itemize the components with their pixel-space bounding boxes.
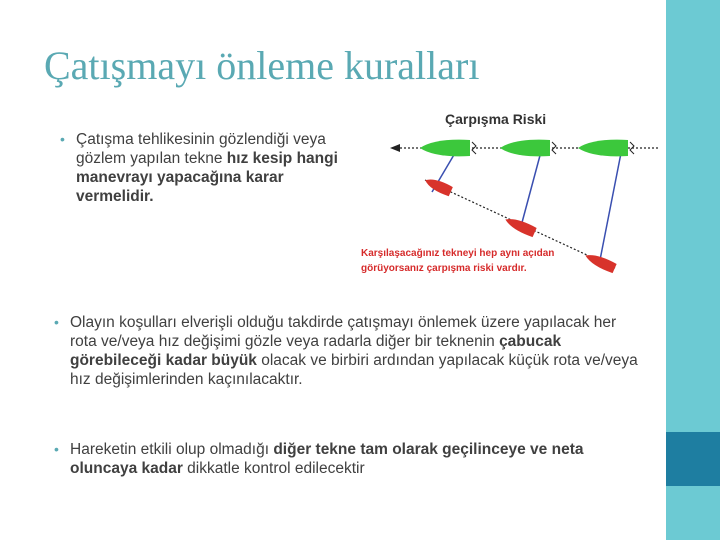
slide-title: Çatışmayı önleme kuralları [44,43,480,88]
diagram-caption-line2: görüyorsanız çarpışma riski vardır. [361,263,527,274]
red-boat-1 [423,175,453,196]
bullet-1-text: Çatışma tehlikesinin gözlendiği veya gözlem yapılan tekne [76,131,326,167]
bullet-1 [60,130,346,206]
green-track-arrowhead [390,144,400,152]
bullet-2 [54,313,640,389]
bullet-1-bold: hız kesip hangi manevrayı yapacağına karar vermelidir. [76,150,338,205]
red-boat-2 [503,215,537,238]
bullet-dot-icon: • [54,314,59,330]
sight-line-2 [520,148,542,230]
bullet-3-bold: diğer tekne tam olarak geçilinceye ve neta oluncaya kadar [70,441,584,477]
bullet-3-text: Hareketin etkili olup olmadığı [70,441,274,458]
bullet-2-text: Olayın koşulları elverişli olduğu takdirde çatışmayı önlemek üzere yapılacak her rota ve/veya hız değişimi gözle veya radarla diğer bir teknenin [70,314,617,350]
bullet-3 [54,440,650,478]
diagram-caption [361,246,591,276]
diagram-caption-line1: Karşılaşacağınız tekneyi hep aynı açıdan [361,248,555,259]
bullet-2-text-end: olacak ve birbiri ardından yapılacak küçük rota ve/veya hız değişimlerinden kaçınılacaktır. [70,352,638,388]
bullet-dot-icon: • [54,441,59,457]
green-boat-2 [500,140,556,157]
green-boat-1 [420,140,476,157]
bullet-3-text-end: dikkatle kontrol edilecektir [182,460,365,477]
green-boat-3 [578,140,634,157]
bullet-dot-icon: • [60,131,65,147]
sight-line-3 [600,148,622,260]
diagram-title: Çarpışma Riski [445,111,547,127]
side-accent-block [666,432,720,486]
bullet-2-bold: çabucak görebileceği kadar büyük [70,333,562,369]
